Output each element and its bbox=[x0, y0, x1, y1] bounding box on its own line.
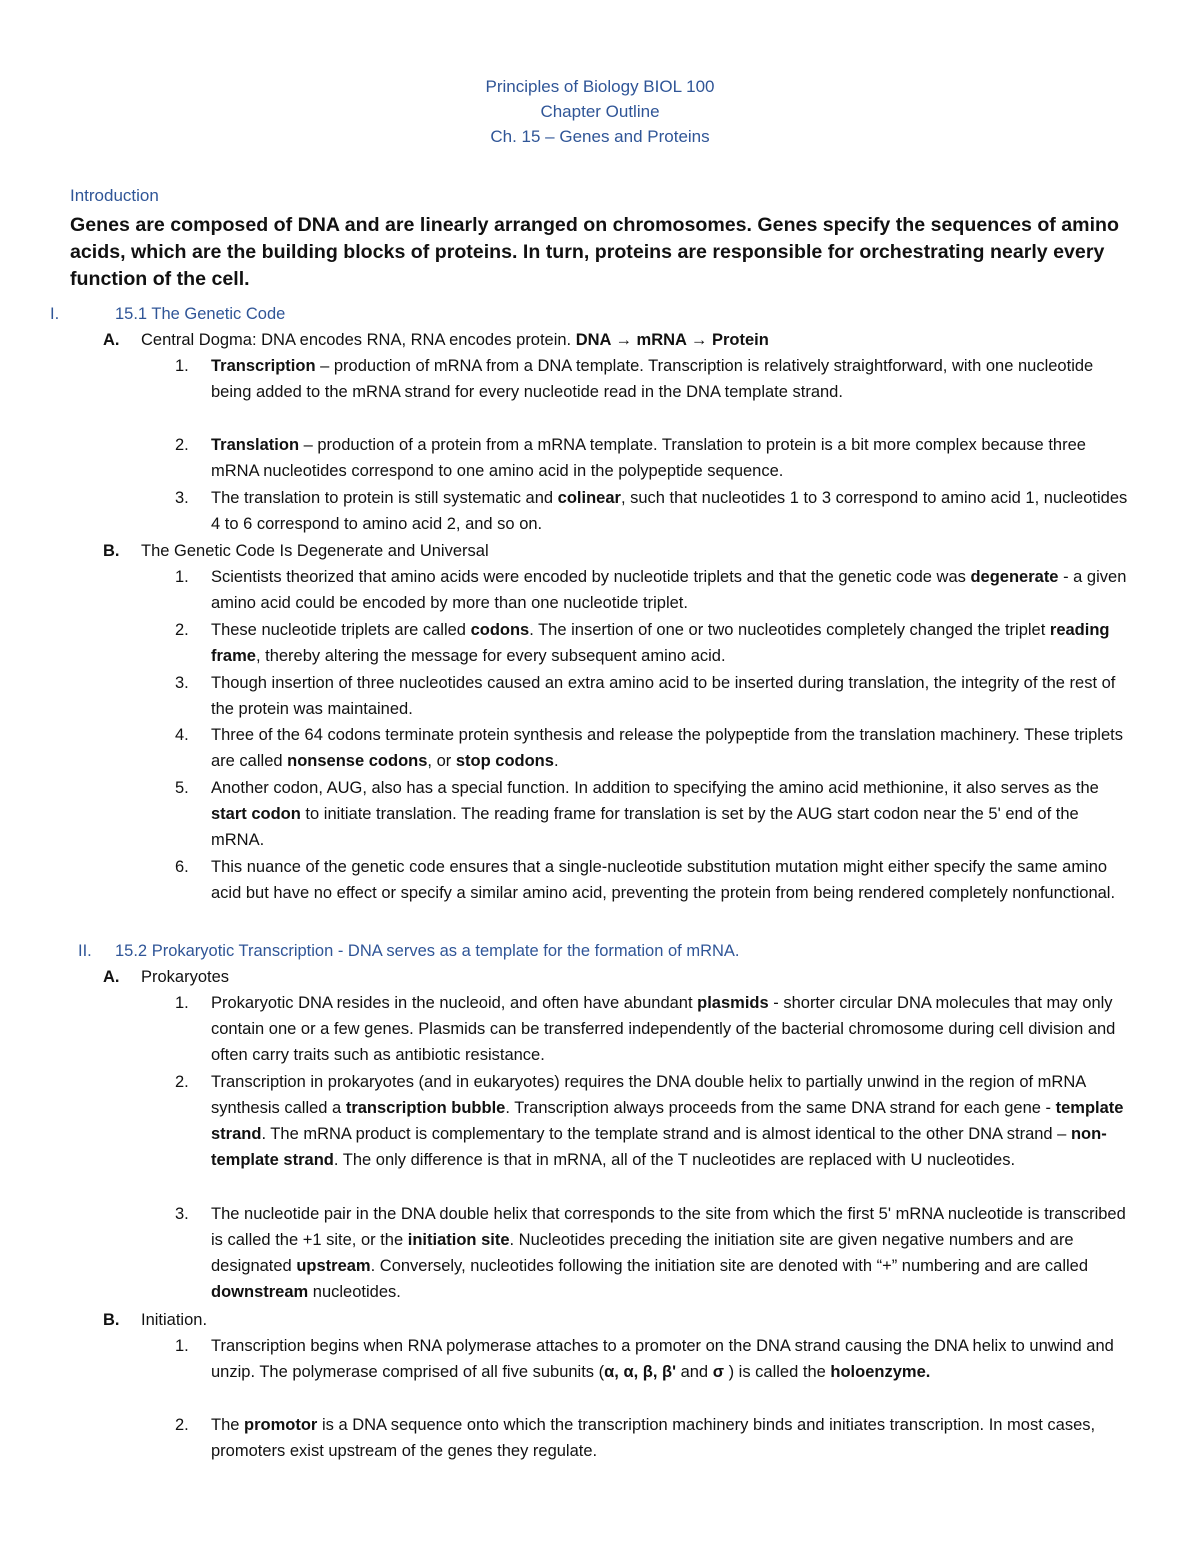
list-item bbox=[175, 775, 1135, 853]
item-text: Another codon, AUG, also has a special function. In addition to specifying the amino acid methionine, it also serves as the start codon to initiate translation. The reading frame for translation is set by the AUG start codon near the 5' end of the mRNA. bbox=[211, 779, 1099, 849]
subsection-title-bold: DNA → mRNA → Protein bbox=[575, 331, 769, 349]
item-number: 1. bbox=[175, 1337, 189, 1355]
item-number: 3. bbox=[175, 489, 189, 507]
item-text: The translation to protein is still systematic and colinear, such that nucleotides 1 to 3 correspond to amino acid 1, nucleotides 4 to 6 correspond to amino acid 2, and so on. bbox=[211, 489, 1128, 533]
item-text: The promotor is a DNA sequence onto which the transcription machinery binds and initiates transcription. In most cases, promoters exist upstream of the genes they regulate. bbox=[211, 1416, 1096, 1460]
list-item bbox=[175, 722, 1135, 774]
list-item bbox=[175, 1333, 1135, 1385]
intro-paragraph: Genes are composed of DNA and are linearly arranged on chromosomes. Genes specify the sequences of amino acids, which are the building blocks of proteins. In turn, proteins are responsible for orchestrating nearly every function of the cell. bbox=[70, 214, 1119, 290]
section-number: II. bbox=[78, 942, 92, 960]
item-text: Prokaryotic DNA resides in the nucleoid, and often have abundant plasmids - shorter circular DNA molecules that may only contain one or a few genes. Plasmids can be transferred independently of the bacterial chromosome during cell division and often carry traits such as antibiotic resistance. bbox=[211, 994, 1116, 1064]
item-text: The nucleotide pair in the DNA double helix that corresponds to the site from which the first 5' mRNA nucleotide is transcribed is called the +1 site, or the initiation site. Nucleotides preceding the initiation site are given negative numbers and are designated upstream. Conversely, nucleotides following the initiation site are denoted with “+” numbering and are called downstream nucleotides. bbox=[211, 1205, 1126, 1301]
list-item bbox=[175, 854, 1135, 906]
item-number: 1. bbox=[175, 568, 189, 586]
item-text: Transcription in prokaryotes (and in eukaryotes) requires the DNA double helix to partially unwind in the region of mRNA synthesis called a transcription bubble. Transcription always proceeds from the same DNA strand for each gene - template strand. The mRNA product is complementary to the template strand and is almost identical to the other DNA strand – non-template strand. The only difference is that in mRNA, all of the T nucleotides are replaced with U nucleotides. bbox=[211, 1073, 1124, 1169]
item-text: Transcription begins when RNA polymerase attaches to a promoter on the DNA strand causing the DNA helix to unwind and unzip. The polymerase comprised of all five subunits (α, α, β, β' and σ ) is called the holoenzyme. bbox=[211, 1337, 1114, 1381]
list-item bbox=[175, 617, 1135, 669]
item-number: 1. bbox=[175, 357, 189, 375]
list-item bbox=[175, 564, 1135, 616]
item-number: 2. bbox=[175, 1073, 189, 1091]
item-text: Though insertion of three nucleotides caused an extra amino acid to be inserted during translation, the integrity of the rest of the protein was maintained. bbox=[211, 674, 1116, 718]
item-text: This nuance of the genetic code ensures that a single-nucleotide substitution mutation might either specify the same amino acid but have no effect or specify a similar amino acid, preventing the protein from being rendered completely nonfunctional. bbox=[211, 858, 1116, 902]
item-number: 2. bbox=[175, 621, 189, 639]
section-number: I. bbox=[50, 305, 60, 323]
list-item bbox=[175, 670, 1135, 722]
item-text: Scientists theorized that amino acids were encoded by nucleotide triplets and that the genetic code was degenerate - a given amino acid could be encoded by more than one nucleotide triplet. bbox=[211, 568, 1127, 612]
item-number: 5. bbox=[175, 779, 189, 797]
item-text: Three of the 64 codons terminate protein synthesis and release the polypeptide from the translation machinery. These triplets are called nonsense codons, or stop codons. bbox=[211, 726, 1123, 770]
item-number: 2. bbox=[175, 436, 189, 454]
subsection-title bbox=[141, 327, 769, 353]
subsection-title: Initiation. bbox=[141, 1311, 208, 1329]
item-text: Translation – production of a protein from a mRNA template. Translation to protein is a bit more complex because three mRNA nucleotides correspond to one amino acid in the polypeptide sequence. bbox=[211, 436, 1086, 480]
chapter-title: Ch. 15 – Genes and Proteins bbox=[490, 127, 710, 146]
section-title: 15.1 The Genetic Code bbox=[115, 305, 286, 323]
section-title: 15.2 Prokaryotic Transcription - DNA serves as a template for the formation of mRNA. bbox=[115, 942, 740, 960]
item-number: 1. bbox=[175, 994, 189, 1012]
subsection-letter: A. bbox=[103, 968, 120, 986]
list-item bbox=[175, 990, 1135, 1068]
item-number: 3. bbox=[175, 1205, 189, 1223]
list-item bbox=[175, 353, 1135, 405]
subsection-title: Prokaryotes bbox=[141, 968, 230, 986]
subsection-letter: B. bbox=[103, 1311, 120, 1329]
subsection-title-text: Central Dogma: DNA encodes RNA, RNA encodes protein. bbox=[141, 331, 576, 349]
course-title: Principles of Biology BIOL 100 bbox=[485, 77, 715, 96]
list-item bbox=[175, 1201, 1135, 1305]
list-item bbox=[175, 1069, 1135, 1173]
item-number: 4. bbox=[175, 726, 189, 744]
subsection-letter: A. bbox=[103, 331, 120, 349]
subsection-letter: B. bbox=[103, 542, 120, 560]
item-number: 2. bbox=[175, 1416, 189, 1434]
list-item bbox=[175, 485, 1135, 537]
list-item bbox=[175, 432, 1135, 484]
list-item bbox=[175, 1412, 1135, 1464]
document-subtitle: Chapter Outline bbox=[540, 102, 660, 121]
item-text: Transcription – production of mRNA from a DNA template. Transcription is relatively straightforward, with one nucleotide being added to the mRNA strand for every nucleotide read in the DNA template strand. bbox=[211, 357, 1094, 401]
item-text: These nucleotide triplets are called codons. The insertion of one or two nucleotides completely changed the triplet reading frame, thereby altering the message for every subsequent amino acid. bbox=[211, 621, 1110, 665]
item-number: 6. bbox=[175, 858, 189, 876]
subsection-title: The Genetic Code Is Degenerate and Universal bbox=[141, 542, 489, 560]
intro-heading: Introduction bbox=[70, 186, 159, 205]
item-number: 3. bbox=[175, 674, 189, 692]
